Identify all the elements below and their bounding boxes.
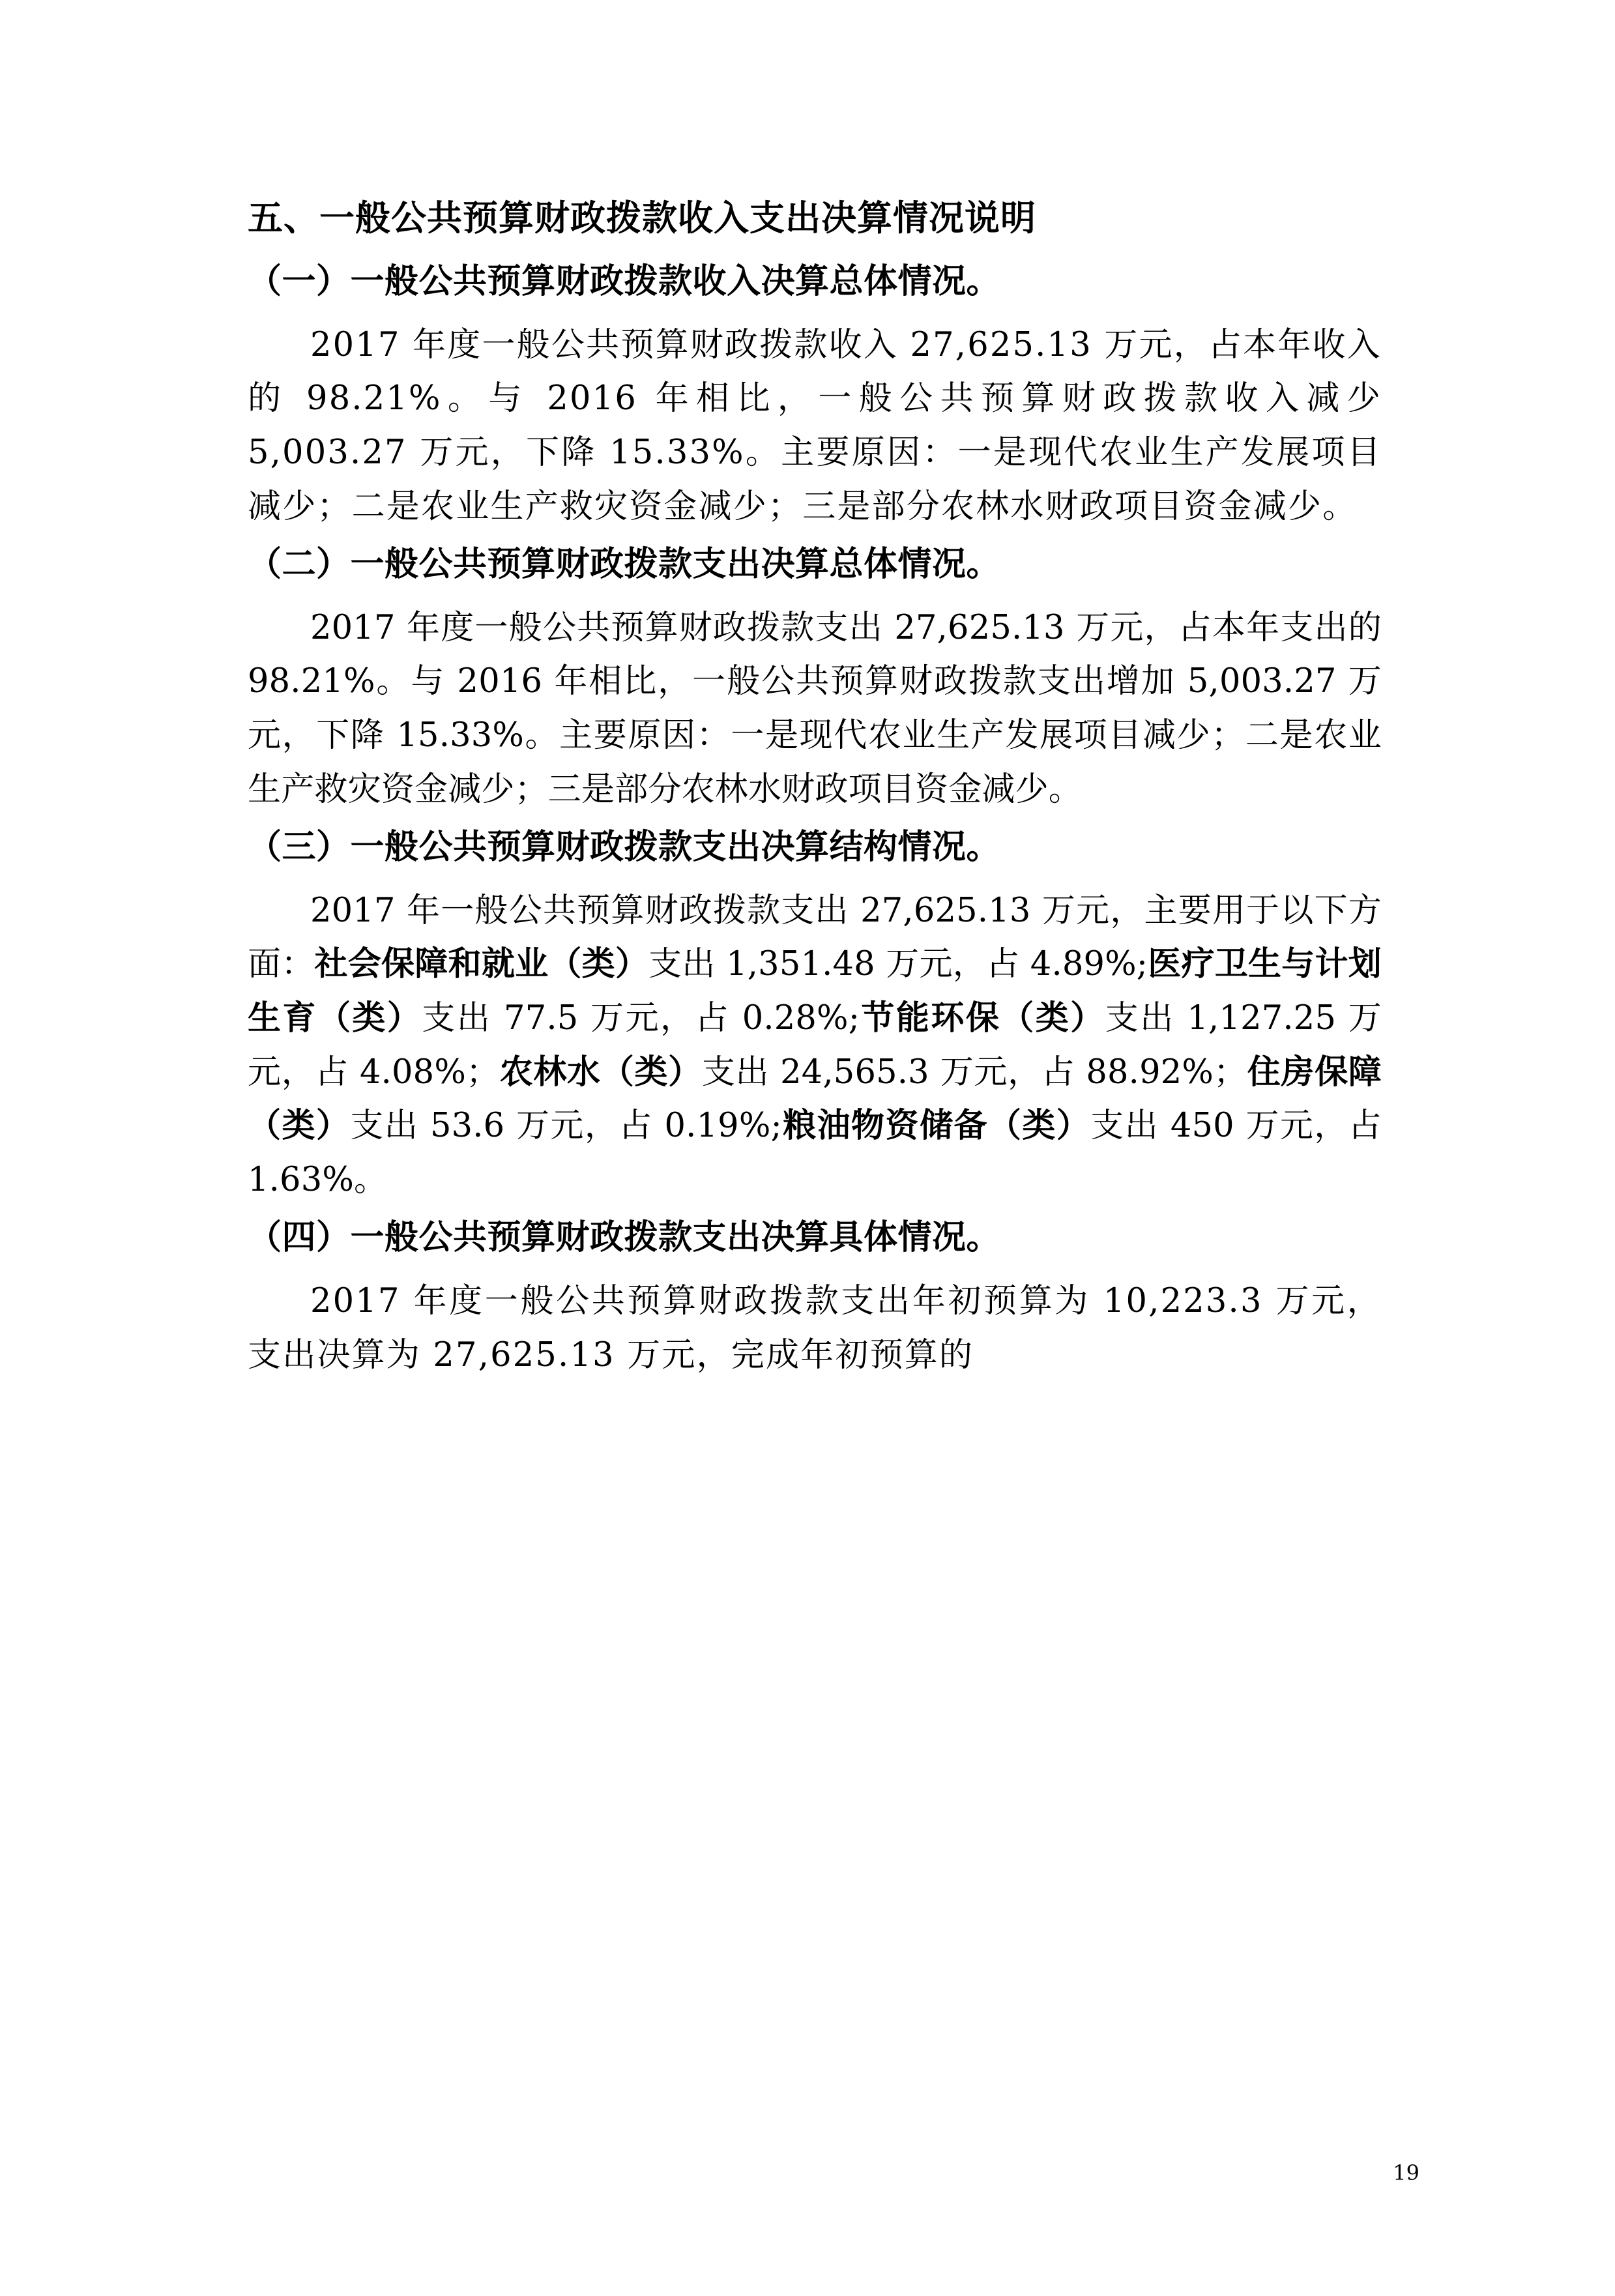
expenditure-amount-3: 支出 1,127.25 万元，占 4.08%； [248,998,1382,1092]
expenditure-amount-4: 支出 24,565.3 万元，占 88.92%； [701,1053,1247,1092]
expenditure-category-5: 住房保障（类） [248,1053,1382,1146]
page-content [248,196,1382,1391]
expenditure-category-1: 社会保障和就业（类） [314,945,649,984]
expenditure-amount-5: 支出 53.6 万元，占 0.19%; [350,1107,782,1146]
subsection-title-4: （四）一般公共预算财政拨款支出决算具体情况。 [248,1218,1001,1258]
subsection-body-4: 2017 年度一般公共预算财政拨款支出年初预算为 10,223.3 万元，支出决算为 27,625.13 万元，完成年初预算的 [248,1282,1382,1374]
expenditure-amount-6: 支出 450 万元，占 1.63%。 [248,1107,1382,1199]
subsection-body-3-lead: 2017 年一般公共预算财政拨款支出 27,625.13 万元，主要用于以下方面： [248,891,1382,984]
subsection-title-3: （三）一般公共预算财政拨款支出决算结构情况。 [248,828,1001,867]
expenditure-amount-1: 支出 1,351.48 万元，占 4.89%; [648,945,1148,984]
expenditure-category-6: 粮油物资储备（类） [781,1107,1091,1146]
expenditure-category-4: 农林水（类） [499,1053,702,1092]
subsection-body-1: 2017 年度一般公共预算财政拨款收入 27,625.13 万元，占本年收入的 98.21%。与 2016 年相比，一般公共预算财政拨款收入减少 5,003.27 万元，下降 15.33%。主要原因：一是现代农业生产发展项目减少；二是农业生产救灾资金减少；三是部分农林水财政项目资金减少。 [248,325,1382,526]
subsection-title-1: （一）一般公共预算财政拨款收入决算总体情况。 [248,262,1001,302]
expenditure-category-2: 医疗卫生与计划生育（类） [248,945,1382,1038]
subsection-title-2: （二）一般公共预算财政拨款支出决算总体情况。 [248,545,1001,585]
subsection-body-3 [248,884,1382,1208]
section-heading: 五、一般公共预算财政拨款收入支出决算情况说明 [248,197,1036,239]
expenditure-amount-2: 支出 77.5 万元，占 0.28%; [422,998,860,1038]
page-number: 19 [1393,2160,1419,2185]
subsection-body-2: 2017 年度一般公共预算财政拨款支出 27,625.13 万元，占本年支出的 98.21%。与 2016 年相比，一般公共预算财政拨款支出增加 5,003.27 万元，下降 15.33%。主要原因：一是现代农业生产发展项目减少；二是农业生产救灾资金减少；三是部分农林水财政项目资金减少。 [248,608,1382,809]
expenditure-category-3: 节能环保（类） [860,998,1105,1038]
